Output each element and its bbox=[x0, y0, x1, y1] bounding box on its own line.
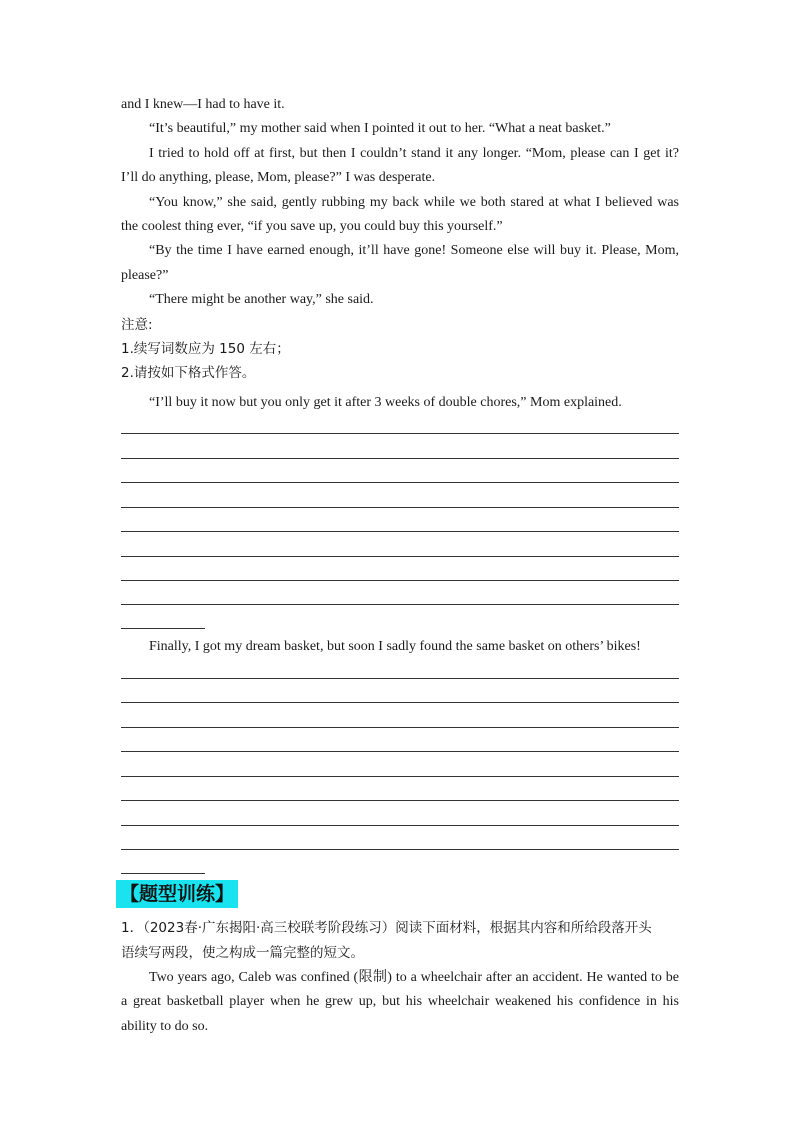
answer-line-short bbox=[121, 873, 205, 874]
answer-line bbox=[121, 556, 679, 557]
passage-line: I tried to hold off at first, but then I couldn’t stand it any longer. “Mom, please can I get it? bbox=[149, 146, 679, 161]
answer-line bbox=[121, 433, 679, 434]
passage-line: the coolest thing ever, “if you save up, you could buy this yourself.” bbox=[121, 219, 503, 234]
answer-line bbox=[121, 507, 679, 508]
notes-item: 1.续写词数应为 150 左右； bbox=[121, 341, 290, 357]
passage-line: “It’s beautiful,” my mother said when I pointed it out to her. “What a neat basket.” bbox=[149, 121, 611, 136]
passage-line: “There might be another way,” she said. bbox=[149, 292, 374, 307]
paragraph-starter-first: “I’ll buy it now but you only get it after 3 weeks of double chores,” Mom explained. bbox=[149, 395, 622, 410]
exercise-line: a great basketball player when he grew up, but his wheelchair weakened his confidence in his bbox=[121, 994, 679, 1009]
answer-line bbox=[121, 678, 679, 679]
answer-line bbox=[121, 458, 679, 459]
passage-line: I’ll do anything, please, Mom, please?” I was desperate. bbox=[121, 170, 436, 185]
exercise-line: ability to do so. bbox=[121, 1019, 209, 1034]
passage-line: “By the time I have earned enough, it’ll have gone! Someone else will buy it. Please, Mom, bbox=[149, 243, 679, 258]
answer-line bbox=[121, 751, 679, 752]
passage-line: please?” bbox=[121, 268, 169, 283]
passage-line: and I knew—I had to have it. bbox=[121, 97, 285, 112]
answer-line bbox=[121, 727, 679, 728]
answer-line bbox=[121, 580, 679, 581]
notes-heading: 注意: bbox=[121, 317, 153, 333]
answer-line bbox=[121, 776, 679, 777]
answer-line bbox=[121, 702, 679, 703]
answer-line bbox=[121, 825, 679, 826]
exercise-line: 语续写两段，使之构成一篇完整的短文。 bbox=[121, 945, 364, 961]
answer-line-short bbox=[121, 628, 205, 629]
exercise-line: Two years ago, Caleb was confined (限制) to a wheelchair after an accident. He wanted to be bbox=[149, 970, 679, 985]
section-title: 【题型训练】 bbox=[116, 880, 238, 908]
answer-line bbox=[121, 531, 679, 532]
passage-line: “You know,” she said, gently rubbing my back while we both stared at what I believed was bbox=[149, 195, 679, 210]
answer-line bbox=[121, 800, 679, 801]
paragraph-starter-second: Finally, I got my dream basket, but soon I sadly found the same basket on others’ bikes! bbox=[149, 639, 641, 654]
answer-line bbox=[121, 849, 679, 850]
answer-line bbox=[121, 482, 679, 483]
exercise-line: 1．（2023春·广东揭阳·高三校联考阶段练习）阅读下面材料，根据其内容和所给段落开头 bbox=[121, 920, 652, 936]
answer-line bbox=[121, 604, 679, 605]
notes-item: 2.请按如下格式作答。 bbox=[121, 365, 256, 381]
